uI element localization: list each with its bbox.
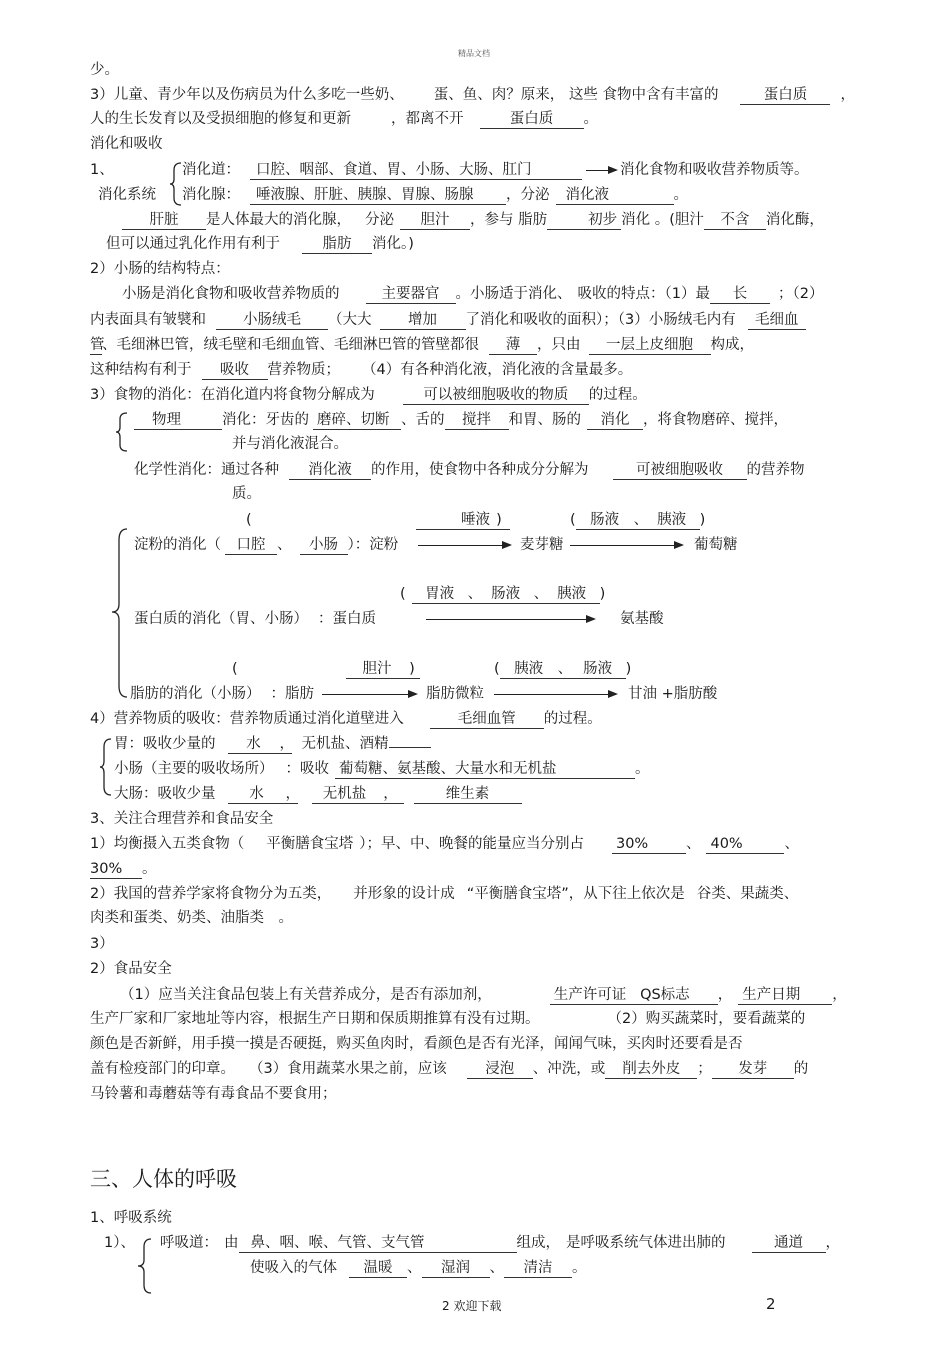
blank: 可以被细胞吸收的物质 <box>403 386 589 405</box>
blank: 、 <box>633 512 649 528</box>
label: 消化系统 <box>98 187 156 203</box>
blank: 毛细血管 <box>430 710 544 729</box>
text: 并与消化液混合。 <box>232 436 348 452</box>
brace-icon <box>170 162 182 206</box>
section-title: 3、关注合理营养和食品安全 <box>90 811 274 827</box>
blank: 、 <box>467 586 483 602</box>
blank: 肠液 <box>576 511 634 530</box>
text: 甘油 +脂肪酸 <box>628 686 718 702</box>
text: 颜色是否新鲜，用手摸一摸是否硬挺，购买鱼肉时，看颜色是否有光泽，闻闻气味，买肉时还要看是否 <box>90 1036 743 1052</box>
blank: 浸泡 <box>467 1060 533 1079</box>
blank: ， <box>378 785 404 804</box>
text-line: 物理 消化：牙齿的 磨碎、切断 、舌的 搅拌 和胃、肠的 消化 ，将食物磨碎、搅拌， <box>134 410 788 430</box>
blank: 磨碎、切断 <box>313 411 401 430</box>
arrow-icon <box>426 619 594 620</box>
enzyme-group <box>416 510 510 530</box>
text-line: 胃：吸收少量的 水 ， 无机盐、酒精 <box>114 734 431 754</box>
section-title: 1、呼吸系统 <box>90 1210 172 1226</box>
blank: 增加 <box>380 311 466 330</box>
text-line: 小肠是消化食物和吸收营养物质的 主要器官 。小肠适于消化、 吸收的特点：（1）最 长 ；（2） <box>122 286 824 302</box>
blank: 、 <box>533 586 549 602</box>
blank: 湿润 <box>422 1259 490 1278</box>
blank: 一层上皮细胞 <box>589 336 711 355</box>
text-line: 消化道： 口腔、咽部、食道、胃、小肠、大肠、肛门 <box>182 160 582 180</box>
blank: 30% <box>612 835 686 854</box>
blank: 蛋白质 <box>740 86 830 105</box>
text-line: 脂肪的消化（小肠） ：脂肪 <box>130 686 314 702</box>
blank: 发芽 <box>712 1060 794 1079</box>
blank: 鼻、咽、喉、气管、支气管 <box>239 1234 517 1253</box>
blank: 胆汁 <box>346 660 408 679</box>
blank: 不含 <box>704 211 766 230</box>
text: 氨基酸 <box>620 611 664 627</box>
blank: 削去外皮 <box>605 1060 697 1079</box>
blank: 温暖 <box>349 1259 407 1278</box>
text-line: 人的生长发育以及受损细胞的修复和更新 ，都离不开 蛋白质 。 <box>90 111 598 127</box>
brace-icon <box>100 738 112 796</box>
blank: 口腔 <box>225 536 277 555</box>
arrow-icon <box>322 694 416 695</box>
blank: 消化 <box>587 411 643 430</box>
text-line: 呼吸道： 由 鼻、咽、喉、气管、支气管 组成， 是呼吸系统气体进出肺的 通道 ， <box>160 1235 840 1251</box>
text-line: 使吸入的气体 温暖 、 湿润 、 清洁 。 <box>250 1260 587 1276</box>
blank: 胰液 <box>644 511 700 530</box>
page-number: 2 <box>766 1295 776 1313</box>
blank: ) <box>408 660 420 679</box>
enzyme-group: ( 胃液 、 肠液 、 胰液 ) <box>400 586 606 602</box>
blank: 长 <box>710 285 770 304</box>
item-number: 1、 <box>90 162 114 178</box>
blank: 肠液 <box>478 585 534 604</box>
text-line: 但可以通过乳化作用有利于 脂肪 消化。) <box>106 236 414 252</box>
text-line: 盖有检疫部门的印章。 （3）食用蔬菜水果之前，应该 浸泡 、冲洗，或 削去外皮 ； 发芽 的 <box>90 1061 809 1077</box>
blank: 主要器官 <box>366 285 456 304</box>
blank: 40% <box>706 835 784 854</box>
blank: 无机盐 <box>312 785 378 804</box>
blank: 清洁 <box>504 1259 572 1278</box>
item-number: 1）、 <box>104 1235 135 1251</box>
arrow-icon <box>418 545 510 546</box>
blank: 维生素 <box>414 785 522 804</box>
blank: 唾液腺、肝脏、胰腺、胃腺、肠腺 <box>250 186 506 205</box>
text-line: 3）食物的消化：在消化道内将食物分解成为 可以被细胞吸收的物质 的过程。 <box>90 387 647 403</box>
blank: 消化液 <box>289 461 371 480</box>
page-header: 精品文档 <box>458 49 490 58</box>
text-line: 内表面具有皱襞和 小肠绒毛 （大大 增加 了消化和吸收的面积）；（3）小肠绒毛内有 毛细血 <box>90 310 806 330</box>
text-line: 2）我国的营养学家将食物分为五类， 并形象的设计成 “平衡膳食宝塔”，从下往上依次是 谷类、果蔬类、 <box>90 886 799 902</box>
blank <box>389 747 431 748</box>
blank: 肠液 <box>570 660 626 679</box>
text-line: 3）儿童、青少年以及伤病员为什么多吃一些奶、 蛋、鱼、肉？原来， 这些 食物中含有丰富的 蛋白质 ， <box>90 87 855 103</box>
brace-icon <box>116 412 128 452</box>
text: 脂肪微粒 <box>426 686 484 702</box>
text-line: 消化腺： 唾液腺、肝脏、胰腺、胃腺、肠腺 ，分泌 消化液 。 <box>182 187 688 203</box>
chapter-title: 三、人体的呼吸 <box>90 1167 237 1191</box>
text-line: （1）应当关注食品包装上有关营养成分，是否有添加剂， 生产许可证 QS标志 ， 生产日期 ， <box>120 987 847 1003</box>
blank: 吸收 <box>202 361 268 380</box>
subsection-title: 2）食品安全 <box>90 961 172 977</box>
blank: 脂肪 <box>302 235 372 254</box>
blank: ， <box>285 786 300 802</box>
blank: 初步 <box>547 211 621 230</box>
blank: 蛋白质 <box>480 110 584 129</box>
blank: 小肠绒毛 <box>216 311 328 330</box>
blank: 肝脏 <box>122 211 206 230</box>
paren: ( <box>232 661 238 677</box>
blank: 胰液 <box>500 660 558 679</box>
blank: 毛细血 <box>748 311 806 330</box>
blank: 生产日期 <box>738 986 832 1005</box>
brace-icon <box>138 1238 152 1294</box>
text: 3） <box>90 936 114 952</box>
blank: 30% <box>90 860 142 879</box>
text: 马铃薯和毒蘑菇等有毒食品不要食用； <box>90 1086 337 1102</box>
blank: 小肠 <box>300 536 348 555</box>
blank: 物理 <box>134 411 222 430</box>
blank: 薄 <box>489 336 537 355</box>
blank: 唾液 <box>416 511 494 530</box>
text: 肉类和蛋类、奶类、油脂类 。 <box>90 910 293 926</box>
text-line: 小肠（主要的吸收场所） ：吸收 葡萄糖、氨基酸、大量水和无机盐 。 <box>114 761 650 777</box>
blank: 可被细胞吸收 <box>613 461 747 480</box>
blank: 胆汁 <box>400 211 470 230</box>
blank: ) <box>494 511 510 530</box>
text-line: 化学性消化：通过各种 消化液 的作用，使食物中各种成分分解为 可被细胞吸收 的营养物 <box>134 462 805 478</box>
subsection-title: 2）小肠的结构特点： <box>90 261 230 277</box>
text-line: 管、毛细淋巴管，绒毛壁和毛细血管、毛细淋巴管的管壁都很 薄 ，只由 一层上皮细胞 构成， <box>90 337 754 353</box>
text: 质。 <box>232 486 261 502</box>
page-footer: 2 欢迎下载 <box>442 1299 502 1313</box>
blank: 葡萄糖、氨基酸、大量水和无机盐 <box>335 760 635 779</box>
enzyme-group: ( 肠液 、 胰液 ) <box>570 512 706 528</box>
blank: 生产许可证 QS标志 <box>550 986 718 1005</box>
text: 葡萄糖 <box>694 537 738 553</box>
arrow-icon <box>586 170 616 171</box>
blank: 搅拌 <box>445 411 509 430</box>
text-line: 1）均衡摄入五类食物（ 平衡膳食宝塔 ）；早、中、晚餐的能量应当分别占 30% 、 40% 、 <box>90 836 799 852</box>
blank: 口腔、咽部、食道、胃、小肠、大肠、肛门 <box>250 161 582 180</box>
text-line: 这种结构有利于 吸收 营养物质； （4）有各种消化液，消化液的含量最多。 <box>90 362 633 378</box>
blank: 、 <box>557 661 573 677</box>
blank: 胰液 <box>544 585 600 604</box>
text-line: 淀粉的消化（ 口腔 、 小肠 ）：淀粉 <box>134 537 399 553</box>
blank: 水 <box>228 735 280 754</box>
text-line: 生产厂家和厂家地址等内容，根据生产日期和保质期推算有没有过期。 （2）购买蔬菜时，要看蔬菜的 <box>90 1011 806 1027</box>
arrow-icon <box>494 694 616 695</box>
text-line: 蛋白质的消化（胃、小肠） ：蛋白质 <box>134 611 376 627</box>
text: 麦芽糖 <box>520 537 564 553</box>
text-line: 4）营养物质的吸收：营养物质通过消化道壁进入 毛细血管 的过程。 <box>90 711 602 727</box>
blank: 管 <box>90 337 105 353</box>
blank: 通道 <box>752 1234 826 1253</box>
text-line: 30% 。 <box>90 861 157 877</box>
brace-icon <box>112 528 128 698</box>
blank: 消化液 <box>556 186 674 205</box>
enzyme-group: ( 胰液 、 肠液 ) <box>494 661 632 677</box>
text-line: 少。 <box>90 62 119 78</box>
blank: ， <box>279 736 294 752</box>
enzyme-group <box>346 659 420 679</box>
text-line: 肝脏 是人体最大的消化腺， 分泌 胆汁 ，参与 脂肪 初步 消化 。(胆汁 不含 消化酶， <box>122 210 824 230</box>
blank: 水 <box>228 785 286 804</box>
text: 消化食物和吸收营养物质等。 <box>620 162 809 178</box>
section-title: 消化和吸收 <box>90 136 163 152</box>
text-line: 大肠：吸收少量 水 ， 无机盐 ， 维生素 <box>114 784 522 804</box>
blank: 胃液 <box>412 585 468 604</box>
arrow-icon <box>570 545 682 546</box>
paren: ( <box>246 512 252 528</box>
